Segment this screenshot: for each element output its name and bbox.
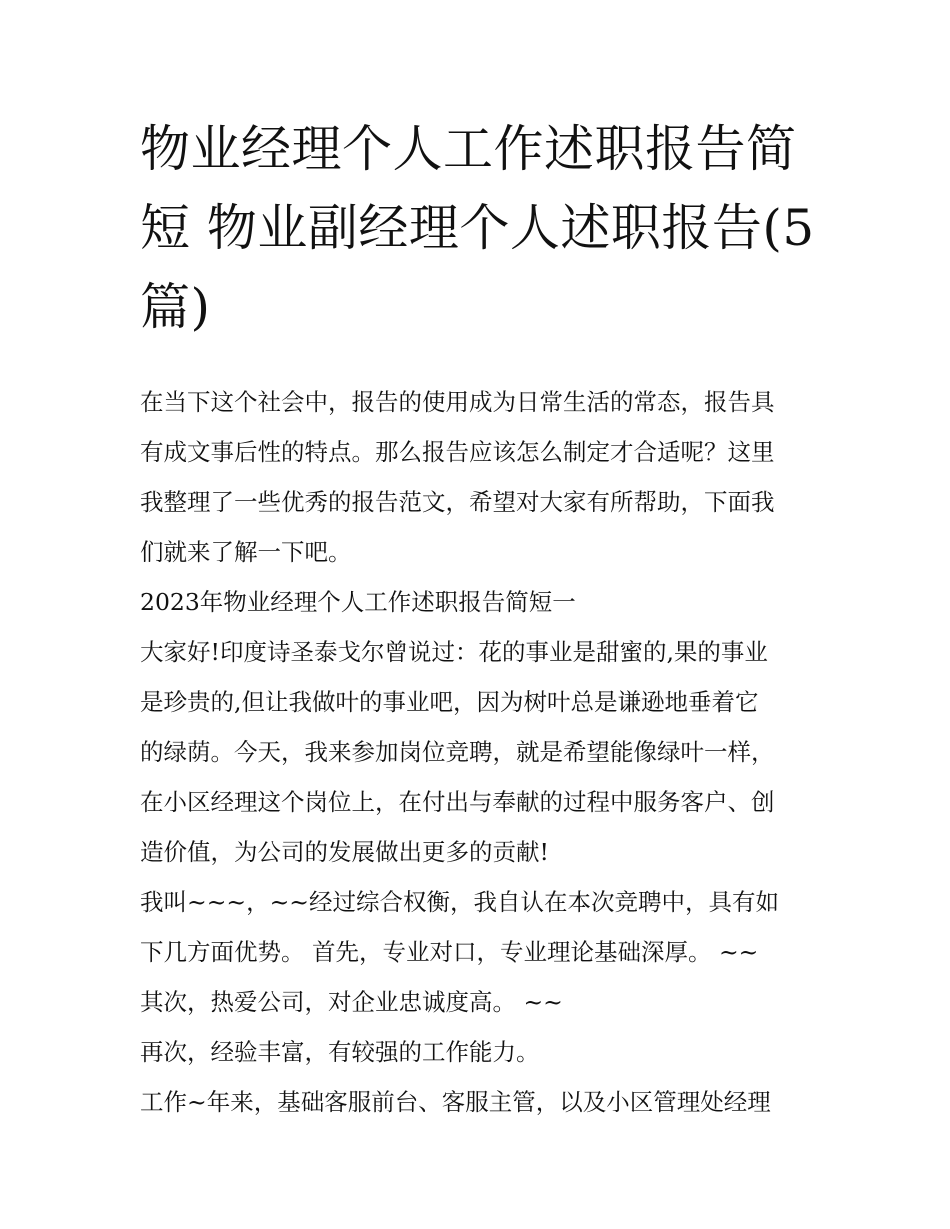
body-line: 是珍贵的,但让我做叶的事业吧，因为树叶总是谦逊地垂着它 — [140, 688, 759, 716]
document-title — [140, 110, 820, 347]
intro-line: 们就来了解一下吧。 — [140, 538, 352, 566]
body-line: 大家好!印度诗圣泰戈尔曾说过：花的事业是甜蜜的,果的事业 — [140, 638, 768, 666]
body-line: 的绿荫。今天，我来参加岗位竞聘，就是希望能像绿叶一样， — [140, 738, 775, 766]
title-line: 物业经理个人工作述职报告简 — [140, 120, 797, 178]
document-page — [140, 110, 820, 1127]
title-line: 短 物业副经理个人述职报告(5 — [140, 199, 815, 257]
intro-line: 有成文事后性的特点。那么报告应该怎么制定才合适呢？这里 — [140, 438, 775, 466]
body-line: 我叫~~~，~~经过综合权衡，我自认在本次竞聘中，具有如 — [140, 888, 779, 916]
intro-line: 在当下这个社会中，报告的使用成为日常生活的常态，报告具 — [140, 388, 775, 416]
body-line: 再次，经验丰富，有较强的工作能力。 — [140, 1038, 540, 1066]
body-line: 其次，热爱公司，对企业忠诚度高。 ~~ — [140, 988, 563, 1016]
section-heading: 2023年物业经理个人工作述职报告简短一 — [140, 588, 576, 616]
body-line: 工作~年来，基础客服前台、客服主管，以及小区管理处经理 — [140, 1088, 771, 1116]
document-body — [140, 377, 820, 1127]
body-line: 在小区经理这个岗位上，在付出与奉献的过程中服务客户、创 — [140, 788, 775, 816]
body-line: 造价值，为公司的发展做出更多的贡献! — [140, 838, 549, 866]
body-line: 下几方面优势。 首先，专业对口，专业理论基础深厚。 ~~ — [140, 938, 759, 966]
intro-line: 我整理了一些优秀的报告范文，希望对大家有所帮助，下面我 — [140, 488, 775, 516]
title-line: 篇) — [140, 278, 211, 336]
